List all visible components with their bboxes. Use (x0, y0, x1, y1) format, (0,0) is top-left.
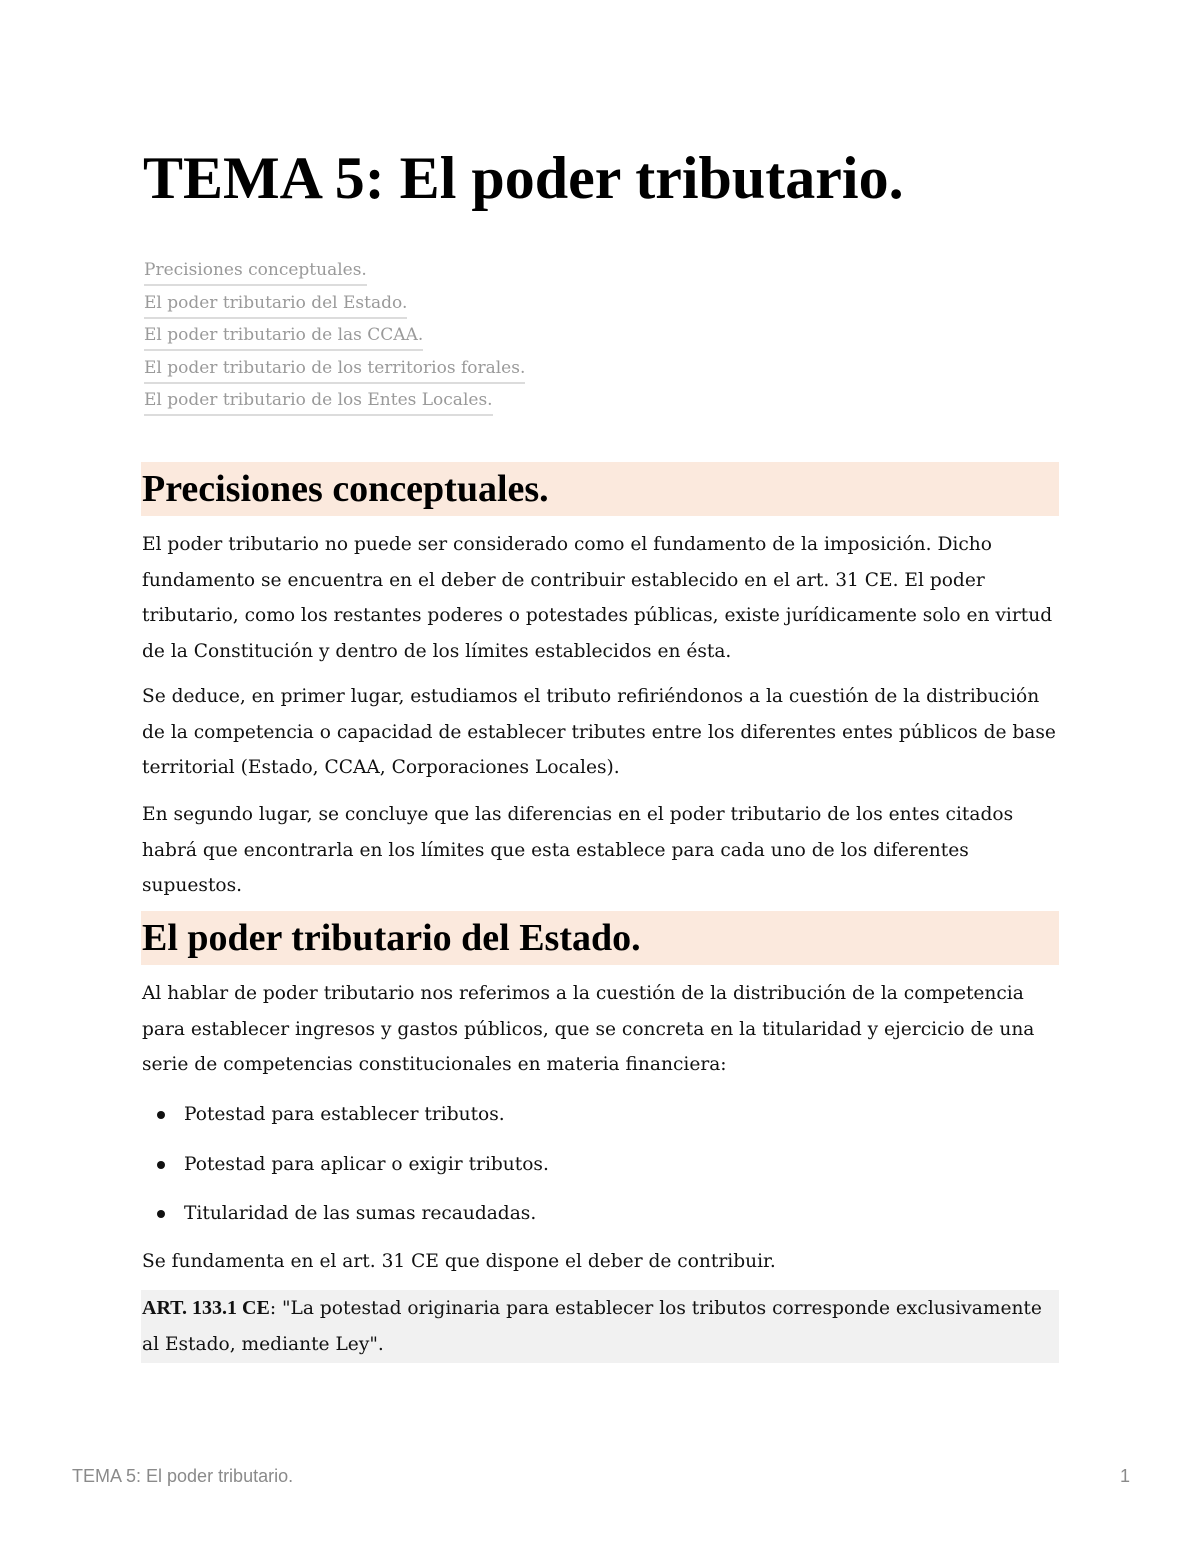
toc-link-territorios-forales[interactable]: El poder tributario de los territorios forales. (144, 354, 525, 384)
bullet-icon (157, 1161, 165, 1169)
toc-item (144, 256, 525, 289)
article-reference: ART. 133.1 CE (142, 1297, 270, 1319)
table-of-contents (144, 256, 525, 419)
article-quote (141, 1290, 1059, 1363)
paragraph: En segundo lugar, se concluye que las diferencias en el poder tributario de los entes citados habrá que encontrarla en los límites que esta establece para cada uno de los diferentes supuestos. (142, 804, 1014, 896)
toc-link-ccaa[interactable]: El poder tributario de las CCAA. (144, 321, 423, 351)
section-heading-precisiones: Precisiones conceptuales. (141, 462, 1059, 516)
list-item (142, 1147, 549, 1197)
list-item (142, 1097, 549, 1147)
toc-item (144, 386, 525, 419)
paragraph: Al hablar de poder tributario nos referimos a la cuestión de la distribución de la competencia para establecer ingresos y gastos públicos, que se concreta en la titularidad y ejercicio de una serie de competencias constitucionales en materia financiera: (142, 983, 1035, 1075)
paragraph: Se deduce, en primer lugar, estudiamos el tributo refiriéndonos a la cuestión de la distribución de la competencia o capacidad de establecer tributes entre los diferentes entes públicos de base territorial (Estado, CCAA, Corporaciones Locales). (142, 686, 1056, 778)
page-title: TEMA 5: El poder tributario. (143, 145, 904, 211)
bullet-list (142, 1097, 549, 1246)
list-item-text: Potestad para aplicar o exigir tributos. (184, 1153, 549, 1175)
toc-item (144, 321, 525, 354)
footer-page-number: 1 (1119, 1466, 1130, 1486)
toc-link-entes-locales[interactable]: El poder tributario de los Entes Locales. (144, 386, 493, 416)
list-item-text: Titularidad de las sumas recaudadas. (184, 1203, 537, 1224)
toc-item (144, 354, 525, 387)
paragraph: Se fundamenta en el art. 31 CE que dispone el deber de contribuir. (142, 1251, 776, 1272)
bullet-icon (157, 1111, 165, 1119)
bullet-icon (157, 1210, 165, 1218)
footer-title: TEMA 5: El poder tributario. (72, 1466, 294, 1486)
section-heading-estado: El poder tributario del Estado. (141, 911, 1059, 965)
list-item-text: Potestad para establecer tributos. (184, 1104, 505, 1125)
paragraph: El poder tributario no puede ser considerado como el fundamento de la imposición. Dicho fundamento se encuentra en el deber de contribuir establecido en el art. 31 CE. El poder tributario, como los restantes poderes o potestades públicas, existe jurídicamente solo en virtud de la Constitución y dentro de los límites establecidos en ésta. (142, 534, 1053, 662)
toc-link-estado[interactable]: El poder tributario del Estado. (144, 289, 407, 319)
toc-item (144, 289, 525, 322)
toc-link-precisiones[interactable]: Precisiones conceptuales. (144, 256, 367, 286)
article-quote-text: : "La potestad originaria para establecer los tributos corresponde exclusivamente al Estado, mediante Ley". (142, 1298, 1042, 1355)
list-item (142, 1196, 549, 1246)
